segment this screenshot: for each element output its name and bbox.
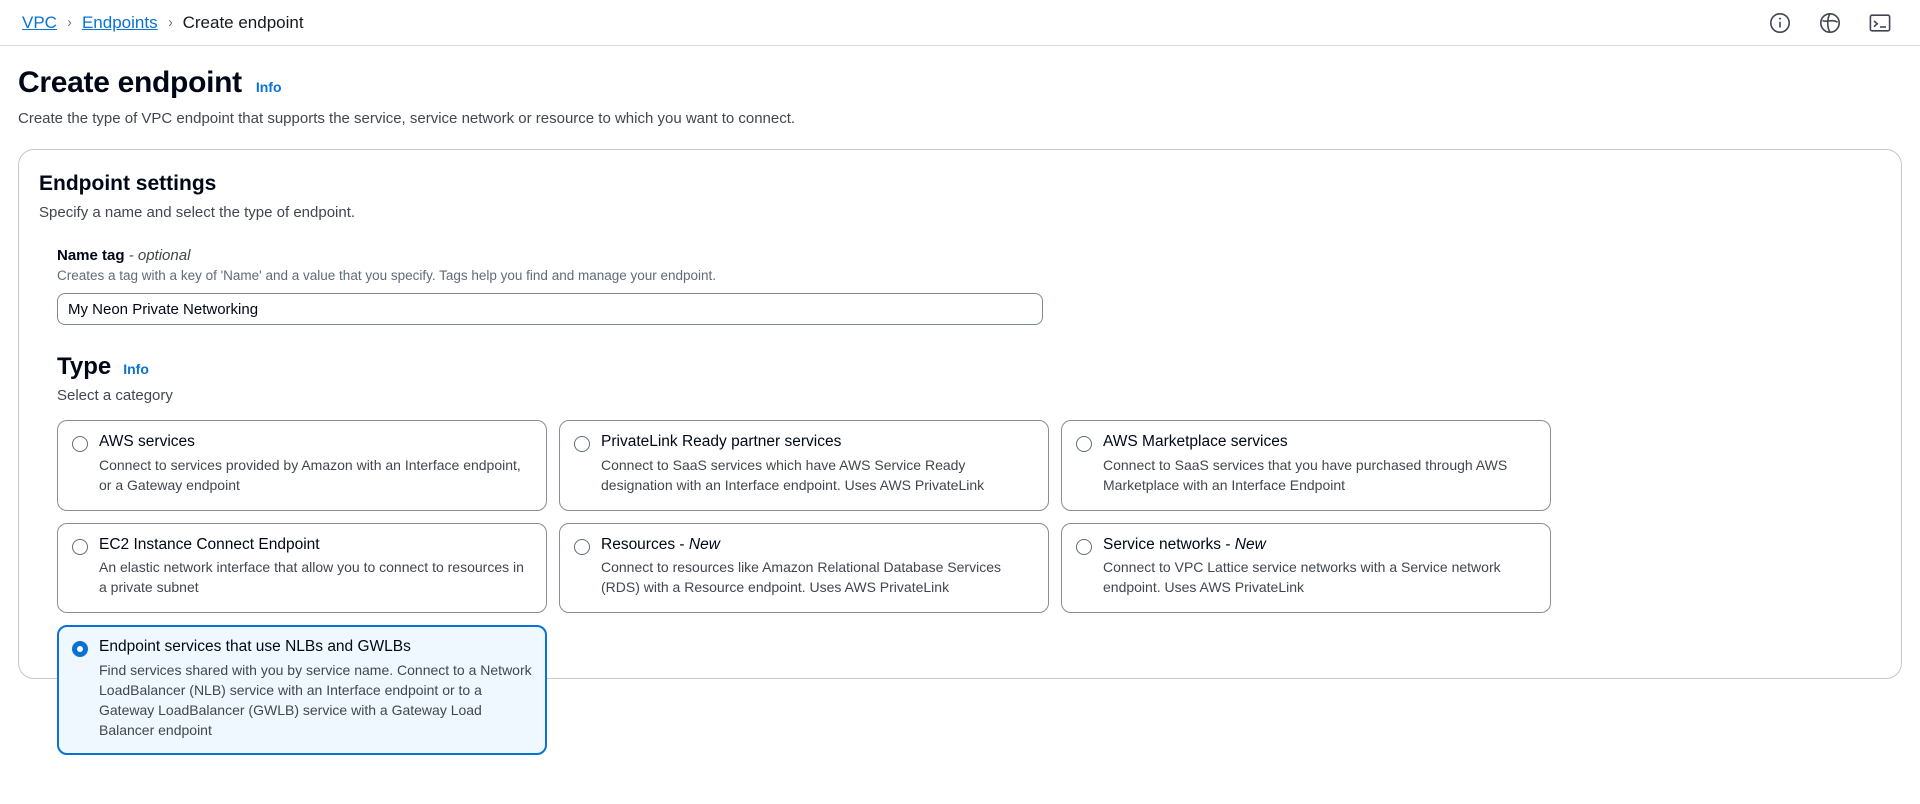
name-tag-label (57, 247, 1881, 264)
type-option-aws-services[interactable] (57, 420, 547, 511)
type-radio-group (57, 420, 1553, 755)
type-option-title: AWS services (99, 433, 195, 450)
type-option-title (601, 536, 1034, 554)
type-option-ec2-instance-connect-endpoint[interactable] (57, 523, 547, 614)
radio-icon[interactable] (1076, 539, 1092, 555)
type-option-body (1103, 433, 1536, 496)
breadcrumb-item-create-endpoint: Create endpoint (182, 12, 304, 32)
type-option-new-badge: New (1234, 535, 1266, 553)
type-field-block (39, 353, 1881, 755)
type-option-body (99, 638, 532, 740)
breadcrumb (22, 13, 304, 33)
type-option-body (1103, 536, 1536, 599)
radio-icon[interactable] (72, 436, 88, 452)
page-container (0, 46, 1920, 738)
page-header (18, 46, 1902, 127)
type-option-aws-marketplace-services[interactable] (1061, 420, 1551, 511)
type-option-title-text: Service networks - (1103, 535, 1235, 553)
name-tag-label-text: Name tag (57, 247, 125, 264)
name-tag-description: Creates a tag with a key of 'Name' and a value that you specify. Tags help you find and manage your endpoint. (57, 268, 717, 283)
type-option-title: EC2 Instance Connect Endpoint (99, 535, 320, 553)
page-title-row (18, 66, 1902, 100)
top-navigation-bar (0, 0, 1920, 46)
radio-icon[interactable] (1076, 436, 1092, 452)
breadcrumb-item-vpc[interactable]: VPC (22, 12, 57, 32)
type-option-description: Find services shared with you by service name. Connect to a Network LoadBalancer (NLB) service with an Interface endpoint or to a Gateway LoadBalancer (GWLB) service with a Gateway Load Balancer endpoint (99, 661, 532, 738)
cloudshell-icon[interactable] (1868, 11, 1892, 35)
page-title: Create endpoint (18, 66, 242, 99)
type-option-title (1103, 536, 1536, 554)
globe-icon[interactable] (1818, 11, 1842, 35)
type-option-description: An elastic network interface that allow you to connect to resources in a private subnet (99, 559, 524, 596)
radio-icon-selected[interactable] (72, 641, 88, 657)
name-tag-field-block (39, 247, 1881, 325)
page-description: Create the type of VPC endpoint that supports the service, service network or resource to which you want to connect. (18, 110, 796, 127)
topbar-icon-group (1768, 11, 1898, 35)
type-option-description: Connect to SaaS services which have AWS Service Ready designation with an Interface endpoint. Uses AWS PrivateLink (601, 456, 985, 493)
type-option-endpoint-services-nlb-gwlb[interactable] (57, 625, 547, 755)
page-info-link[interactable]: Info (255, 79, 282, 95)
type-option-title: AWS Marketplace services (1103, 433, 1288, 450)
type-option-description: Connect to SaaS services that you have purchased through AWS Marketplace with an Interface Endpoint (1103, 456, 1508, 493)
breadcrumb-separator-icon: › (67, 14, 72, 31)
type-option-description: Connect to resources like Amazon Relational Database Services (RDS) with a Resource endpoint. Uses AWS PrivateLink (601, 559, 1001, 596)
type-option-body (601, 433, 1034, 496)
type-option-new-badge: New (688, 535, 720, 553)
type-title-row (57, 353, 1881, 381)
radio-icon[interactable] (574, 539, 590, 555)
breadcrumb-item-endpoints[interactable]: Endpoints (81, 12, 158, 32)
type-option-service-networks[interactable] (1061, 523, 1551, 614)
type-option-description: Connect to VPC Lattice service networks with a Service network endpoint. Uses AWS PrivateLink (1103, 559, 1501, 596)
radio-icon[interactable] (574, 436, 590, 452)
type-option-title: PrivateLink Ready partner services (601, 433, 842, 450)
section-description: Specify a name and select the type of endpoint. (39, 204, 356, 221)
name-tag-optional-suffix: - optional (128, 247, 191, 264)
section-title: Endpoint settings (39, 172, 217, 195)
type-option-body (99, 433, 532, 496)
type-option-body (99, 536, 532, 599)
info-circle-icon[interactable] (1768, 11, 1792, 35)
type-option-body (601, 536, 1034, 599)
breadcrumb-separator-icon: › (167, 14, 173, 31)
type-option-title-text: Resources - (601, 535, 689, 553)
endpoint-settings-panel (18, 149, 1902, 738)
type-option-resources[interactable] (559, 523, 1049, 614)
name-tag-input[interactable] (57, 293, 1043, 325)
radio-icon[interactable] (72, 539, 88, 555)
type-option-privatelink-ready-partner-services[interactable] (559, 420, 1049, 511)
type-option-description: Connect to services provided by Amazon with an Interface endpoint, or a Gateway endpoint (99, 456, 521, 493)
type-option-title: Endpoint services that use NLBs and GWLBs (99, 638, 411, 656)
type-title: Type (57, 353, 112, 380)
type-description: Select a category (57, 387, 173, 404)
type-info-link[interactable]: Info (123, 361, 149, 377)
